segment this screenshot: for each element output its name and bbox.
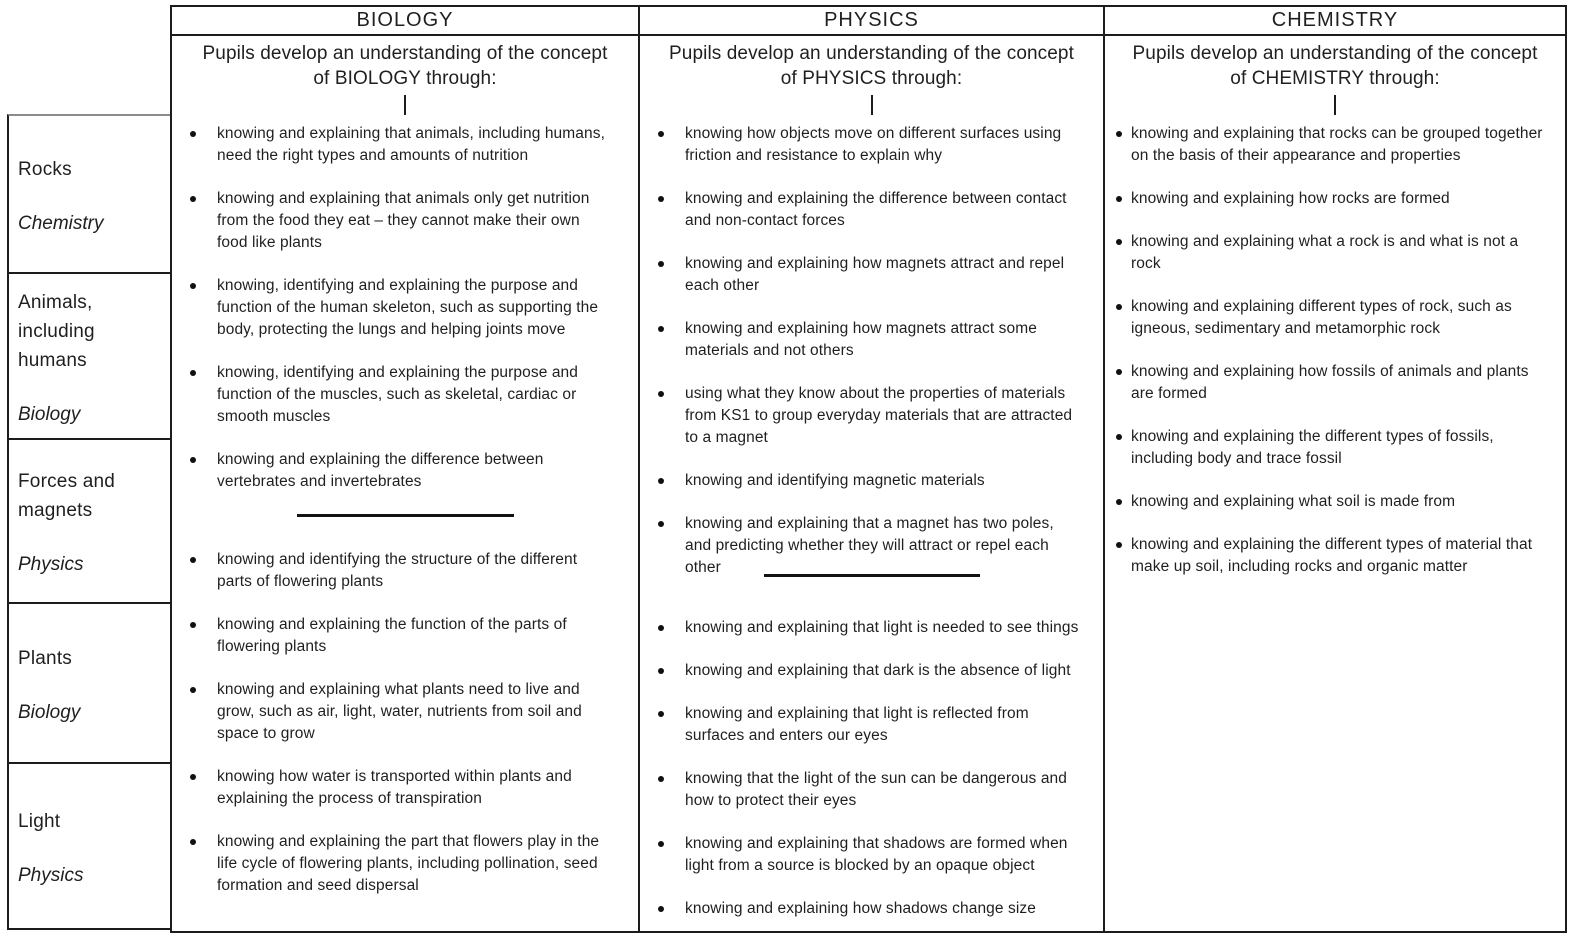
bullet-list-biology-lower xyxy=(172,549,638,897)
bullet-dot-icon xyxy=(190,839,196,845)
bullet-text: knowing and explaining what plants need to live and grow, such as air, light, water, nutrients from soil and space to grow xyxy=(217,681,582,742)
bullet-text: using what they know about the properties of materials from KS1 to group everyday materials that are attracted to a magnet xyxy=(685,385,1073,446)
bullet-dot-icon xyxy=(1116,369,1122,375)
bullet-dot-icon xyxy=(658,776,664,782)
bullet-dot-icon xyxy=(1116,131,1122,137)
bullet-text: knowing and explaining the different types of material that make up soil, including rocks and organic matter xyxy=(1131,536,1533,575)
bullet-item xyxy=(172,831,638,897)
column-intro-chemistry xyxy=(1105,41,1565,91)
bullet-dot-icon xyxy=(190,774,196,780)
bullet-dot-icon xyxy=(658,668,664,674)
column-intro-biology xyxy=(172,41,638,91)
bullet-text: knowing and explaining the difference between vertebrates and invertebrates xyxy=(217,451,544,490)
column-biology xyxy=(172,7,638,931)
topic-discipline: Biology xyxy=(18,701,81,723)
bullet-dot-icon xyxy=(190,196,196,202)
bullet-text: knowing and explaining how rocks are formed xyxy=(1131,190,1450,207)
bullet-dot-icon xyxy=(190,131,196,137)
bullet-item xyxy=(1105,123,1565,167)
bullet-dot-icon xyxy=(1116,196,1122,202)
column-chemistry xyxy=(1103,7,1565,931)
section-divider-biology xyxy=(297,514,514,517)
bullet-item xyxy=(640,188,1103,232)
bullet-item xyxy=(172,123,638,167)
bullet-item xyxy=(640,703,1103,747)
bullet-dot-icon xyxy=(658,478,664,484)
intro-line-1: Pupils develop an understanding of the concept xyxy=(1132,43,1538,64)
bullet-text: knowing and explaining that animals, including humans, need the right types and amounts of nutrition xyxy=(217,125,605,164)
bullet-text: knowing that the light of the sun can be dangerous and how to protect their eyes xyxy=(685,770,1067,809)
bullet-text: knowing and explaining how magnets attract some materials and not others xyxy=(685,320,1037,359)
bullet-dot-icon xyxy=(658,131,664,137)
intro-line-2: of BIOLOGY through: xyxy=(313,68,497,89)
connector-tick-icon xyxy=(871,95,873,115)
bullet-dot-icon xyxy=(658,711,664,717)
bullet-dot-icon xyxy=(190,687,196,693)
bullet-item xyxy=(640,768,1103,812)
topic-box-rocks xyxy=(9,116,170,274)
bullet-item xyxy=(640,660,1103,682)
column-header-physics: PHYSICS xyxy=(640,7,1103,36)
bullet-item xyxy=(1105,361,1565,405)
bullet-dot-icon xyxy=(1116,304,1122,310)
bullet-dot-icon xyxy=(1116,542,1122,548)
bullet-dot-icon xyxy=(658,196,664,202)
bullet-text: knowing and explaining that light is needed to see things xyxy=(685,619,1079,636)
topic-title: Plants xyxy=(18,647,73,669)
bullet-list-physics-lower xyxy=(640,617,1103,920)
topic-box-forces-magnets xyxy=(9,440,170,604)
intro-line-2: of CHEMISTRY through: xyxy=(1230,68,1440,89)
bullet-text: knowing how objects move on different surfaces using friction and resistance to explain why xyxy=(685,125,1062,164)
bullet-item xyxy=(1105,491,1565,513)
bullet-dot-icon xyxy=(658,906,664,912)
bullet-text: knowing and explaining that light is reflected from surfaces and enters our eyes xyxy=(685,705,1029,744)
bullet-item xyxy=(172,188,638,254)
bullet-text: knowing and explaining the function of the parts of flowering plants xyxy=(217,616,567,655)
bullet-item xyxy=(640,617,1103,639)
bullet-text: knowing and explaining the part that flowers play in the life cycle of flowering plants, including pollination, seed formation and seed dispersal xyxy=(217,833,600,894)
topic-title: Light xyxy=(18,810,61,832)
column-header-biology: BIOLOGY xyxy=(172,7,638,36)
curriculum-table xyxy=(170,5,1567,933)
bullet-text: knowing, identifying and explaining the purpose and function of the muscles, such as skeletal, cardiac or smooth muscles xyxy=(217,364,578,425)
bullet-item xyxy=(1105,231,1565,275)
bullet-item xyxy=(640,470,1103,492)
topic-title: Animals, including humans xyxy=(18,291,95,371)
intro-line-1: Pupils develop an understanding of the concept xyxy=(669,43,1074,64)
bullet-item xyxy=(640,383,1103,449)
topic-box-plants xyxy=(9,604,170,764)
bullet-item xyxy=(172,766,638,810)
bullet-dot-icon xyxy=(190,370,196,376)
bullet-item xyxy=(640,513,1103,579)
bullet-text: knowing and explaining how shadows change size xyxy=(685,900,1036,917)
bullet-item xyxy=(640,253,1103,297)
topic-sidebar xyxy=(7,114,170,930)
bullet-text: knowing and explaining how fossils of animals and plants are formed xyxy=(1131,363,1529,402)
bullet-item xyxy=(172,362,638,428)
bullet-dot-icon xyxy=(658,841,664,847)
bullet-text: knowing and explaining that animals only get nutrition from the food they eat – they cannot make their own food like plants xyxy=(217,190,590,251)
bullet-dot-icon xyxy=(190,622,196,628)
bullet-item xyxy=(640,833,1103,877)
bullet-item xyxy=(640,123,1103,167)
bullet-list-physics-upper xyxy=(640,123,1103,579)
column-header-chemistry: CHEMISTRY xyxy=(1105,7,1565,36)
column-physics xyxy=(638,7,1103,931)
connector-tick-icon xyxy=(1334,95,1336,115)
bullet-dot-icon xyxy=(658,391,664,397)
bullet-item xyxy=(172,549,638,593)
topic-discipline: Chemistry xyxy=(18,212,104,234)
bullet-dot-icon xyxy=(658,261,664,267)
topic-box-animals xyxy=(9,274,170,440)
bullet-text: knowing and explaining that a magnet has two poles, and predicting whether they will attract or repel each other xyxy=(685,515,1054,576)
bullet-text: knowing and identifying magnetic materials xyxy=(685,472,985,489)
bullet-dot-icon xyxy=(190,557,196,563)
bullet-text: knowing and identifying the structure of the different parts of flowering plants xyxy=(217,551,578,590)
bullet-text: knowing and explaining that shadows are formed when light from a source is blocked by an opaque object xyxy=(685,835,1068,874)
bullet-text: knowing and explaining the difference between contact and non-contact forces xyxy=(685,190,1067,229)
bullet-text: knowing how water is transported within plants and explaining the process of transpiration xyxy=(217,768,572,807)
bullet-item xyxy=(1105,534,1565,578)
bullet-item xyxy=(172,679,638,745)
bullet-text: knowing and explaining different types of rock, such as igneous, sedimentary and metamorphic rock xyxy=(1131,298,1512,337)
topic-discipline: Biology xyxy=(18,403,81,425)
bullet-dot-icon xyxy=(1116,499,1122,505)
bullet-text: knowing and explaining that dark is the absence of light xyxy=(685,662,1071,679)
topic-title: Forces and magnets xyxy=(18,471,116,521)
topic-discipline: Physics xyxy=(18,554,84,575)
bullet-list-biology-upper xyxy=(172,123,638,493)
bullet-dot-icon xyxy=(658,625,664,631)
connector-tick-icon xyxy=(404,95,406,115)
bullet-item xyxy=(172,614,638,658)
bullet-item xyxy=(1105,188,1565,210)
bullet-list-chemistry xyxy=(1105,123,1565,578)
bullet-text: knowing and explaining what a rock is and what is not a rock xyxy=(1131,233,1519,272)
intro-line-2: of PHYSICS through: xyxy=(780,68,963,89)
bullet-item xyxy=(640,318,1103,362)
bullet-item xyxy=(1105,426,1565,470)
intro-line-1: Pupils develop an understanding of the concept xyxy=(202,43,608,64)
bullet-text: knowing and explaining that rocks can be grouped together on the basis of their appearance and properties xyxy=(1131,125,1543,164)
topic-box-light xyxy=(9,764,170,930)
topic-discipline: Physics xyxy=(18,864,84,886)
bullet-dot-icon xyxy=(190,283,196,289)
bullet-dot-icon xyxy=(190,457,196,463)
bullet-dot-icon xyxy=(1116,434,1122,440)
bullet-text: knowing and explaining the different types of fossils, including body and trace fossil xyxy=(1131,428,1494,467)
bullet-dot-icon xyxy=(658,521,664,527)
bullet-item xyxy=(172,449,638,493)
bullet-item xyxy=(640,898,1103,920)
bullet-item xyxy=(172,275,638,341)
bullet-dot-icon xyxy=(1116,239,1122,245)
bullet-text: knowing and explaining how magnets attract and repel each other xyxy=(685,255,1065,294)
bullet-text: knowing, identifying and explaining the purpose and function of the human skeleton, such as supporting the body, protecting the lungs and helping joints move xyxy=(217,277,599,338)
bullet-item xyxy=(1105,296,1565,340)
bullet-dot-icon xyxy=(658,326,664,332)
column-intro-physics xyxy=(640,41,1103,91)
topic-title: Rocks xyxy=(18,158,72,180)
bullet-text: knowing and explaining what soil is made from xyxy=(1131,493,1456,510)
